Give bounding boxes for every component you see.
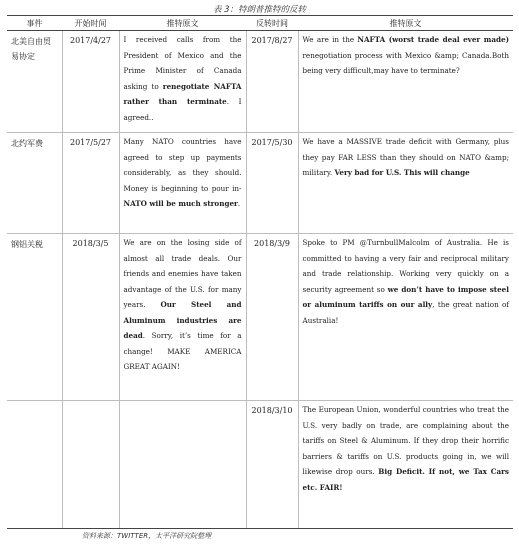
reversal-date-cell: 2017/5/30 — [246, 133, 298, 234]
source-note: 资料来源：TWITTER，太平洋研究院整理 — [82, 532, 212, 540]
tweet-highlight: Our Steel and Aluminum industries are dead — [123, 300, 242, 340]
tweet-highlight: NATO will be much stronger — [123, 199, 238, 208]
tweet-text: Many NATO countries have agreed to step up payments considerably, as they should. Money is beginning to pour in- — [123, 137, 242, 193]
start-date-cell: 2017/5/27 — [62, 133, 119, 234]
tweet-text: Spoke to PM @TurnbullMalcolm of Australia. He is committed to having a very fair and reciprocal military and trade relationship. Working very quickly on a security agreement so — [302, 238, 509, 294]
tweet-text: The European Union, wonderful countries who treat the U.S. very badly on trade, are complaining about the tariffs on Steel & Aluminum. If they drop their horrific barriers & tariffs on U.S. products going in, we will likewise drop ours. — [302, 405, 509, 476]
table-row — [7, 133, 513, 234]
reversal-tweet-cell — [298, 234, 513, 401]
header-reversal-tweet: 推特原文 — [298, 16, 513, 31]
start-date-cell — [62, 401, 119, 529]
tweet-text: . I agreed.. — [123, 97, 242, 122]
original-tweet-cell — [119, 234, 246, 401]
tweet-reversal-table — [7, 15, 513, 529]
tweet-text: , the great nation of Australia! — [302, 300, 509, 325]
reversal-tweet-cell — [298, 401, 513, 529]
tweet-text: We have a MASSIVE trade deficit with Germany, plus they pay FAR LESS than they should on NATO &amp; military. — [302, 137, 509, 177]
event-cell: 北约军费 — [7, 133, 62, 234]
tweet-text: We are on the losing side of almost all trade deals. Our friends and enemies have taken advantage of the U.S. for many years. — [123, 238, 242, 309]
reversal-tweet-cell — [298, 31, 513, 133]
table-row — [7, 234, 513, 401]
tweet-text: . Sorry, it’s time for a change! MAKE AMERICA GREAT AGAIN! — [123, 331, 242, 371]
table-caption: 表 3：特朗普推特的反转 — [212, 5, 307, 15]
tweet-highlight: we don’t have to impose steel or aluminum tariffs on our ally — [302, 284, 509, 309]
start-date-cell: 2018/3/5 — [62, 234, 119, 401]
header-start-time: 开始时间 — [62, 16, 119, 31]
tweet-text: I received calls from the President of Mexico and the Prime Minister of Canada asking to — [123, 35, 242, 91]
original-tweet-cell — [119, 133, 246, 234]
original-tweet-cell — [119, 31, 246, 133]
event-cell: 钢铝关税 — [7, 234, 62, 401]
table-row — [7, 31, 513, 133]
original-tweet-cell — [119, 401, 246, 529]
tweet-highlight: renegotiate NAFTA rather than terminate — [123, 81, 242, 106]
tweet-highlight: Big Deficit. If not, we Tax Cars etc. FAIR! — [302, 467, 509, 492]
reversal-date-cell: 2017/8/27 — [246, 31, 298, 133]
header-original-tweet: 推特原文 — [119, 16, 246, 31]
reversal-date-cell: 2018/3/9 — [246, 234, 298, 401]
tweet-highlight: Very bad for U.S. This will change — [334, 168, 470, 177]
event-cell: 北美自由贸易协定 — [7, 31, 62, 133]
reversal-date-cell: 2018/3/10 — [246, 401, 298, 529]
tweet-text: . — [237, 199, 241, 208]
header-event: 事件 — [7, 16, 62, 31]
table-row — [7, 401, 513, 529]
reversal-tweet-cell — [298, 133, 513, 234]
tweet-text: We are in the — [302, 35, 358, 44]
header-row — [7, 16, 513, 31]
event-cell — [7, 401, 62, 529]
tweet-highlight: NAFTA (worst trade deal ever made) — [357, 35, 509, 44]
tweet-text: renegotiation process with Mexico &amp; Canada.Both being very difficult,may have to terminate? — [302, 50, 509, 75]
header-reversal-time: 反转时间 — [246, 16, 298, 31]
start-date-cell: 2017/4/27 — [62, 31, 119, 133]
